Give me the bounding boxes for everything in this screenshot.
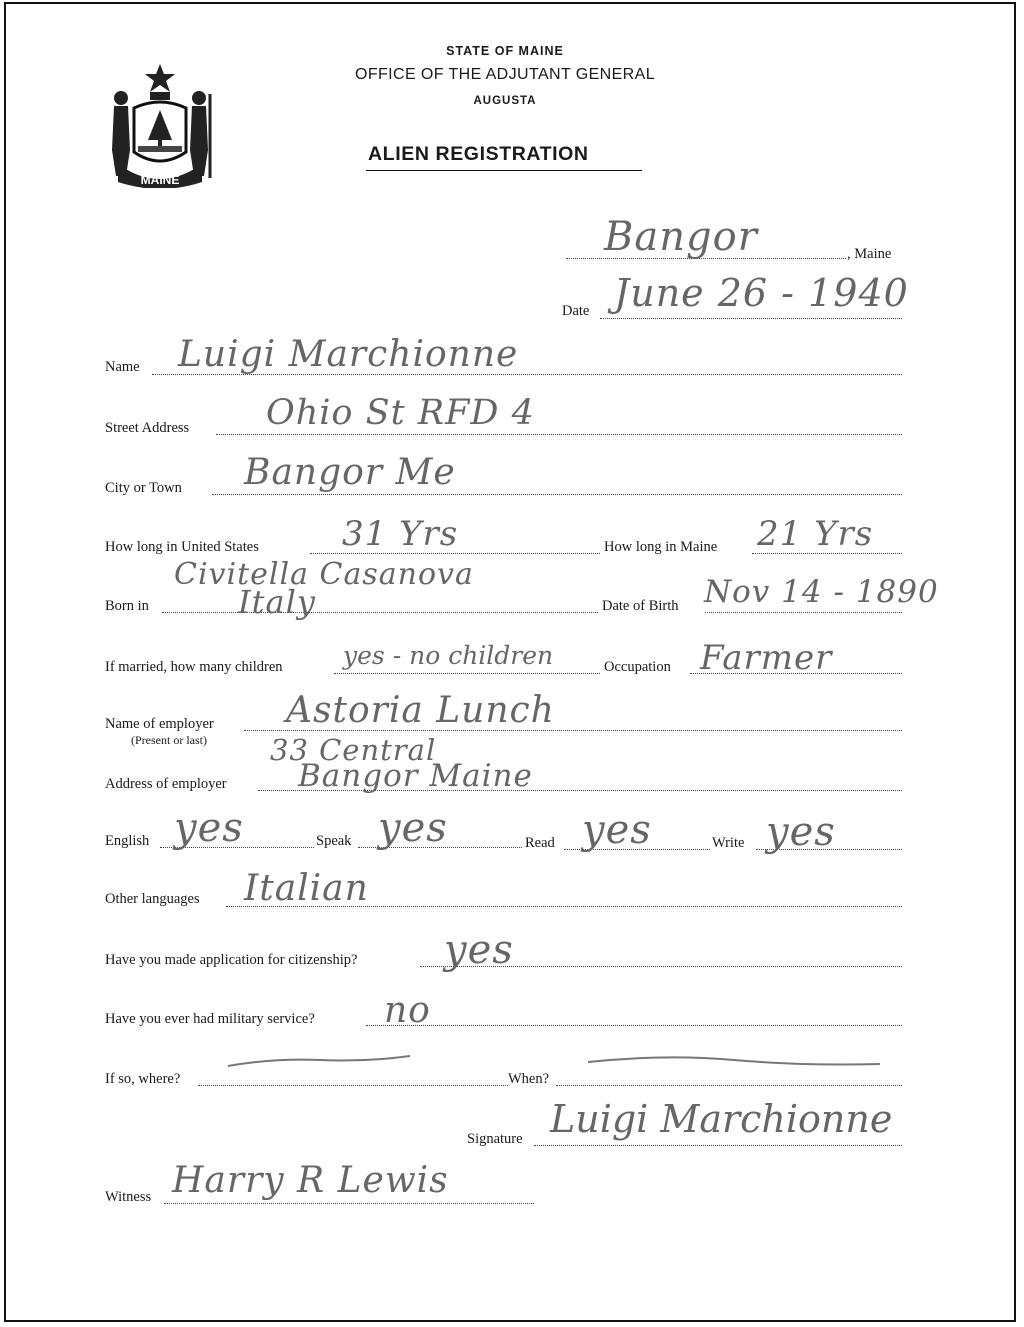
dob-value: Nov 14 - 1890 bbox=[704, 574, 939, 610]
how-long-maine-label: How long in Maine bbox=[604, 539, 718, 555]
english-label: English bbox=[105, 833, 150, 849]
employer-sub-label: (Present or last) bbox=[131, 733, 207, 747]
other-languages-value: Italian bbox=[244, 868, 369, 909]
name-value: Luigi Marchionne bbox=[178, 334, 519, 375]
witness-value: Harry R Lewis bbox=[172, 1160, 449, 1201]
speak-value: yes bbox=[378, 805, 448, 851]
speak-label: Speak bbox=[316, 833, 352, 849]
town-value: Bangor bbox=[604, 214, 758, 260]
employer-address-value-line2: Bangor Maine bbox=[298, 758, 533, 794]
how-long-us-label: How long in United States bbox=[105, 539, 259, 555]
read-value: yes bbox=[582, 807, 652, 853]
date-label: Date bbox=[562, 303, 590, 319]
occupation-label: Occupation bbox=[604, 659, 671, 675]
how-long-maine-value: 21 Yrs bbox=[757, 514, 874, 554]
signature-label: Signature bbox=[467, 1131, 523, 1147]
employer-value: Astoria Lunch bbox=[286, 690, 555, 731]
how-long-us-value: 31 Yrs bbox=[342, 514, 459, 554]
when-dash-mark bbox=[584, 1052, 884, 1076]
married-label: If married, how many children bbox=[105, 659, 283, 675]
header-state: STATE OF MAINE bbox=[446, 44, 564, 58]
write-value: yes bbox=[766, 809, 836, 855]
where-label: If so, where? bbox=[105, 1071, 181, 1087]
read-label: Read bbox=[525, 835, 555, 851]
header-office: OFFICE OF THE ADJUTANT GENERAL bbox=[354, 66, 656, 83]
title-underline bbox=[366, 170, 642, 171]
write-label: Write bbox=[712, 835, 745, 851]
dob-label: Date of Birth bbox=[602, 598, 679, 614]
military-line bbox=[366, 1025, 902, 1026]
date-line bbox=[600, 318, 902, 319]
citizenship-value: yes bbox=[444, 927, 514, 973]
born-in-value-line1: Civitella Casanova bbox=[174, 557, 474, 592]
dob-line bbox=[705, 612, 902, 613]
employer-address-label: Address of employer bbox=[105, 776, 227, 792]
form-title: ALIEN REGISTRATION bbox=[368, 143, 589, 165]
maine-label: , Maine bbox=[847, 246, 892, 262]
city-value: Bangor Me bbox=[244, 452, 456, 493]
street-value: Ohio St RFD 4 bbox=[266, 393, 535, 433]
where-dash-mark bbox=[224, 1050, 414, 1074]
name-label: Name bbox=[105, 359, 140, 375]
when-label: When? bbox=[508, 1071, 550, 1087]
employer-address-value-line1: 33 Central bbox=[270, 733, 437, 767]
when-line bbox=[556, 1085, 902, 1086]
where-line bbox=[198, 1085, 508, 1086]
employer-label: Name of employer bbox=[105, 716, 214, 732]
other-languages-label: Other languages bbox=[105, 891, 200, 907]
seal-banner-text: MAINE bbox=[140, 173, 180, 187]
born-in-line bbox=[162, 612, 598, 613]
city-line bbox=[212, 494, 902, 495]
english-value: yes bbox=[174, 805, 244, 851]
born-in-value-line2: Italy bbox=[238, 583, 316, 621]
born-in-label: Born in bbox=[105, 598, 149, 614]
date-value: June 26 - 1940 bbox=[614, 271, 909, 315]
street-label: Street Address bbox=[105, 420, 190, 436]
military-value: no bbox=[384, 990, 431, 1031]
header-city: AUGUSTA bbox=[473, 95, 537, 107]
city-label: City or Town bbox=[105, 480, 182, 496]
witness-label: Witness bbox=[105, 1189, 152, 1205]
street-line bbox=[216, 434, 902, 435]
citizenship-label: Have you made application for citizenship? bbox=[105, 952, 358, 968]
married-line bbox=[334, 673, 600, 674]
signature-value: Luigi Marchionne bbox=[550, 1097, 893, 1141]
witness-line bbox=[164, 1203, 534, 1204]
occupation-value: Farmer bbox=[700, 638, 833, 678]
military-label: Have you ever had military service? bbox=[105, 1011, 315, 1027]
married-value: yes - no children bbox=[343, 641, 554, 670]
signature-line bbox=[534, 1145, 902, 1146]
